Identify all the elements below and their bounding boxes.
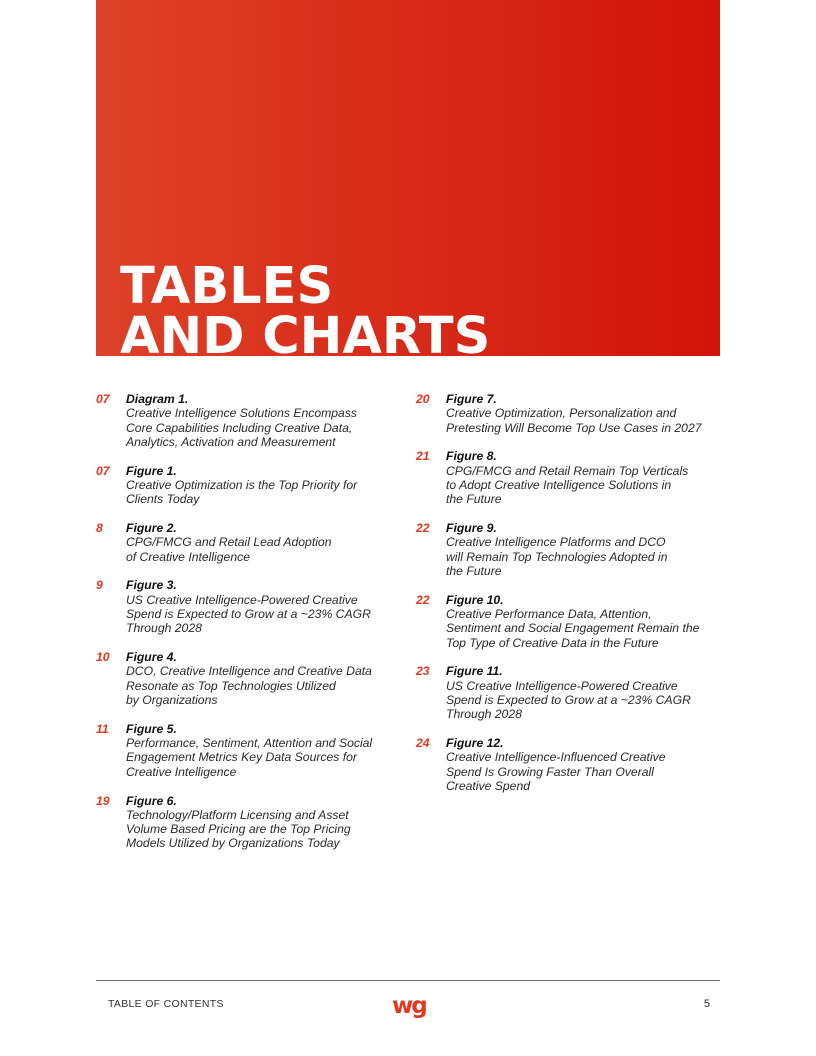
toc-entry[interactable]: [96, 650, 396, 707]
toc-label: Figure 7.: [446, 392, 497, 406]
toc-page-number: 8: [96, 521, 103, 536]
toc-page-number: 20: [416, 392, 430, 406]
toc-description: Creative Optimization is the Top Priority for Clients Today: [126, 477, 358, 507]
footer-divider: [96, 980, 720, 981]
wg-logo: [392, 994, 426, 1022]
toc-description: Creative Intelligence-Influenced Creative Spend Is Growing Faster Than Overall Creative Spend: [446, 750, 666, 794]
toc-description: CPG/FMCG and Retail Remain Top Verticals to Adopt Creative Intelligence Solutions in the Future: [446, 463, 689, 507]
hero-banner: [96, 0, 720, 356]
toc-entry[interactable]: [416, 593, 716, 650]
toc-entry[interactable]: [416, 664, 716, 721]
toc-label: Figure 10.: [446, 592, 504, 607]
toc-page-number: 07: [96, 463, 110, 478]
toc-label: Figure 1.: [126, 463, 177, 478]
toc-description: Creative Intelligence Solutions Encompass Core Capabilities Including Creative Data, Analytics, Activation and Measurement: [126, 406, 358, 449]
toc-label: Figure 12.: [446, 736, 504, 751]
toc-entry[interactable]: [416, 521, 716, 578]
toc-entry[interactable]: [96, 392, 396, 449]
toc-label: Figure 5.: [126, 721, 177, 736]
toc-entry[interactable]: [96, 578, 396, 635]
toc-entry[interactable]: [416, 449, 716, 506]
toc-entry[interactable]: [96, 521, 396, 564]
toc-description: Creative Performance Data, Attention, Sentiment and Social Engagement Remain the Top Type of Creative Data in the Future: [446, 607, 700, 650]
toc-label: Diagram 1.: [126, 392, 189, 406]
toc-page-number: 10: [96, 650, 110, 665]
toc-entry[interactable]: [96, 722, 396, 779]
toc-column-left: [96, 392, 396, 865]
page-number: 5: [703, 998, 710, 1010]
toc-entry[interactable]: [416, 392, 716, 435]
toc-label: Figure 6.: [126, 793, 177, 808]
toc-label: Figure 9.: [446, 521, 497, 536]
toc-description: US Creative Intelligence-Powered Creative Spend is Expected to Grow at a ~23% CAGR Through 2028: [446, 678, 691, 722]
toc-column-right: [416, 392, 716, 808]
toc-page-number: 19: [96, 793, 110, 808]
toc-page-number: 22: [416, 521, 430, 536]
toc-label: Figure 3.: [126, 578, 177, 593]
toc-label: Figure 4.: [126, 650, 177, 665]
page-title: [120, 257, 491, 356]
footer-section-label: TABLE OF CONTENTS: [108, 998, 224, 1010]
toc-page-number: 24: [416, 736, 430, 751]
toc-page-number: 22: [416, 592, 430, 607]
toc-description: US Creative Intelligence-Powered Creative Spend is Expected to Grow at a ~23% CAGR Through 2028: [126, 592, 371, 636]
toc-description: Performance, Sentiment, Attention and Social Engagement Metrics Key Data Sources for Creative Intelligence: [126, 736, 373, 779]
toc-page-number: 21: [416, 449, 430, 464]
toc-description: CPG/FMCG and Retail Lead Adoption of Creative Intelligence: [126, 535, 332, 564]
toc-description: DCO, Creative Intelligence and Creative Data Resonate as Top Technologies Utilized by Organizations: [126, 664, 372, 708]
toc-entry[interactable]: [96, 464, 396, 507]
toc-description: Technology/Platform Licensing and Asset Volume Based Pricing are the Top Pricing Models Utilized by Organizations Today: [126, 807, 351, 851]
logo-text: wg: [392, 994, 426, 1019]
toc-description: Creative Optimization, Personalization and Pretesting Will Become Top Use Cases in 2027: [446, 406, 702, 435]
toc-label: Figure 11.: [446, 664, 503, 679]
toc-description: Creative Intelligence Platforms and DCO will Remain Top Technologies Adopted in the Future: [446, 535, 668, 578]
toc-entry[interactable]: [96, 794, 396, 851]
title-line-1: TABLES: [120, 257, 334, 316]
toc-page-number: 23: [416, 664, 430, 679]
toc-page-number: 9: [96, 578, 103, 593]
toc-page-number: 11: [96, 721, 109, 736]
wg-logo-icon: [392, 994, 426, 1022]
toc-page-number: 07: [96, 392, 110, 406]
toc-label: Figure 8.: [446, 449, 497, 464]
title-line-2: AND CHARTS: [120, 307, 491, 356]
toc-entry[interactable]: [416, 736, 716, 793]
toc-label: Figure 2.: [126, 521, 177, 536]
